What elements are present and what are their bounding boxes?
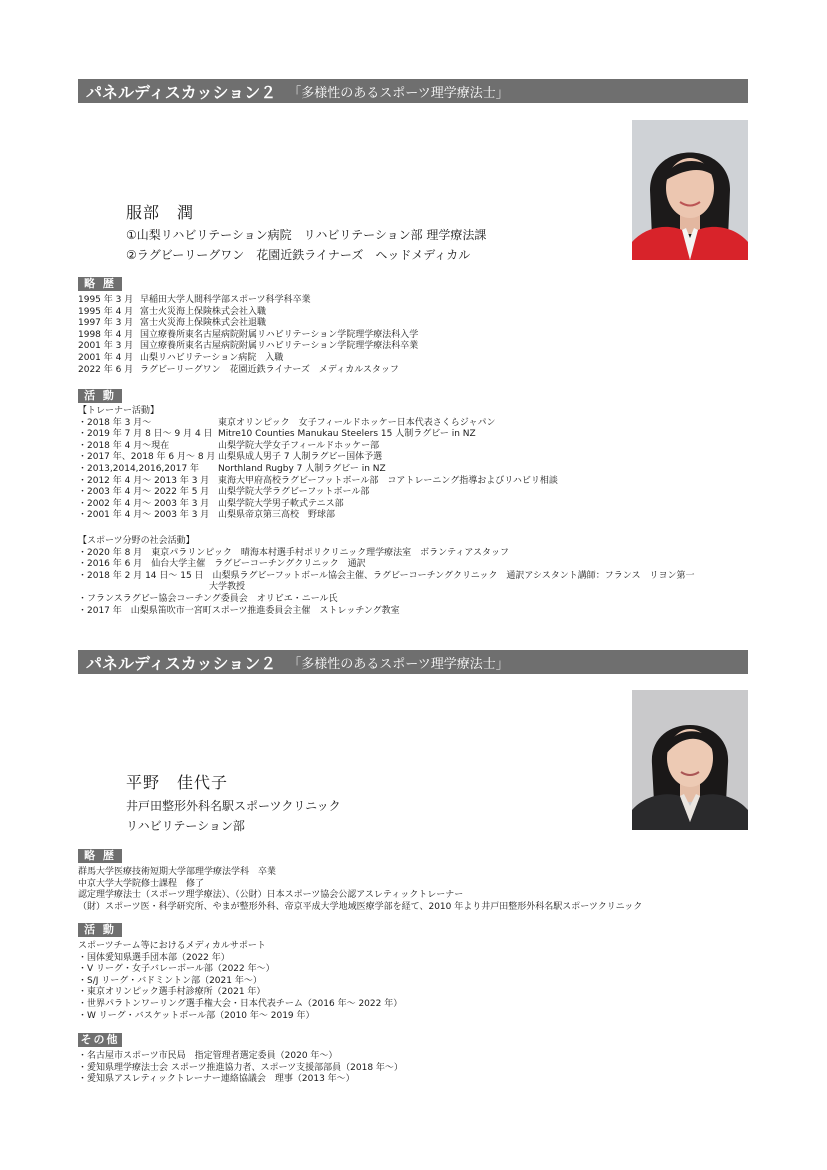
trainer-date: ・2018 年 4 月～現在 [78,440,170,451]
affiliation-line: リハビリテーション部 [126,819,245,833]
career-text: 早稲田大学人間科学部スポーツ科学科卒業 [140,295,311,305]
career-text: ラグビーリーグワン 花園近鉄ライナーズ メディカルスタッフ [140,364,399,375]
trainer-text: 山梨県帝京第三高校 野球部 [218,510,336,521]
section-label-career: 略 歴 [78,849,122,863]
career-item: 中京大学大学院修士課程 修了 [78,878,205,889]
panel-title: パネルディスカッション２ [86,82,277,102]
career-item: （財）スポーツ医・科学研究所、やまが整形外科、帝京平成大学地域医療学部を経て、2010 年より井戸田整形外科名駅スポーツクリニック [78,901,643,912]
activity-item: ・国体愛知県選手団本部（2022 年） [78,952,230,963]
career-item: 群馬大学医療技術短期大学部理学療法学科 卒業 [78,867,277,877]
trainer-heading: 【トレーナー活動】 [78,406,160,416]
career-item [78,341,418,353]
section-label-other: その他 [78,1033,122,1047]
social-item-continuation: 大学教授 [209,582,246,593]
other-item: ・名古屋市スポーツ市民局 指定管理者選定委員（2020 年～） [78,1051,338,1061]
trainer-item [78,476,558,488]
trainer-date: ・2013,2014,2016,2017 年 [78,463,200,474]
activity-item: スポーツチーム等におけるメディカルサポート [78,941,266,951]
career-item [78,353,418,365]
career-text: 国立療養所東名古屋病院附属リハビリテーション学院理学療法科卒業 [140,341,419,352]
affiliation-line: ①山梨リハビリテーション病院 リハビリテーション部 理学療法課 [126,228,487,242]
panel-header [78,79,748,103]
career-date: 1998 年 4 月 [78,329,134,340]
speaker-photo [632,120,748,260]
career-item [78,365,418,377]
other-item: ・愛知県理学療法士会 スポーツ推進協力者、スポーツ支援部部員（2018 年～） [78,1062,403,1073]
trainer-item [78,464,558,476]
affiliation-line: 井戸田整形外科名駅スポーツクリニック [126,799,341,813]
career-item [78,307,418,319]
trainer-date: ・2018 年 3 月～ [78,417,152,428]
social-item: ・フランスラグビー協会コーチング委員会 オリビエ・ニール氏 [78,593,338,604]
trainer-item [78,441,558,453]
trainer-text: Mitre10 Counties Manukau Steelers 15 人制ラグビー in NZ [218,429,476,440]
trainer-activities [78,406,558,522]
activities-list [78,941,402,1022]
trainer-text: Northland Rugby 7 人制ラグビー in NZ [218,463,386,474]
trainer-item [78,510,558,522]
career-item [78,295,418,307]
social-activities [78,536,695,617]
panel-subtitle: 「多様性のあるスポーツ理学療法士」 [288,656,509,672]
trainer-text: 東京オリンピック 女子フィールドホッケー日本代表さくらジャパン [218,417,496,428]
trainer-date: ・2002 年 4 月～ 2003 年 3 月 [78,498,210,509]
trainer-text: 山梨学院大学女子フィールドホッケー部 [218,440,380,451]
activity-item: ・S/J リーグ・バドミントン部（2021 年～） [78,975,262,986]
career-item [78,330,418,342]
social-item: ・2018 年 2 月 14 日～ 15 日 山梨県ラグビーフットボール協会主催、ラグビーコーチングクリニック 通訳アシスタント講師：フランス リヨン第一 [78,570,695,581]
trainer-date: ・2019 年 7 月 8 日～ 9 月 4 日 [78,429,213,440]
activity-item: ・世界パラトンワーリング選手権大会・日本代表チーム（2016 年～ 2022 年） [78,998,403,1009]
trainer-date: ・2012 年 4 月～ 2013 年 3 月 [78,475,210,486]
panel-header [78,650,748,674]
social-item: ・2020 年 8 月 東京パラリンピック 晴海本村選手村ポリクリニック理学療法室 ボランティアスタッフ [78,547,510,558]
speaker-photo [632,690,748,830]
career-list [78,867,642,913]
career-text: 山梨リハビリテーション病院 入職 [140,352,284,363]
section-label-activities: 活 動 [78,923,122,937]
trainer-text: 山梨学院大学男子軟式テニス部 [218,498,344,509]
social-item: ・2016 年 6 月 仙台大学主催 ラグビーコーチングクリニック 通訳 [78,559,366,570]
social-heading: 【スポーツ分野の社会活動】 [78,536,195,546]
trainer-item [78,418,558,430]
career-date: 2001 年 4 月 [78,352,134,363]
career-date: 2022 年 6 月 [78,364,134,375]
trainer-item [78,499,558,511]
career-item [78,318,418,330]
activity-item: ・東京オリンピック選手村診療所（2021 年） [78,987,266,998]
trainer-text: 山梨県成人男子 7 人制ラグビー国体予選 [218,452,383,463]
other-item: ・愛知県アスレティックトレーナー連絡協議会 理事（2013 年～） [78,1074,355,1085]
career-item: 認定理学療法士（スポーツ理学療法）、（公財）日本スポーツ協会公認アスレティックトレーナー [78,890,464,901]
portrait-image-icon [632,690,748,830]
affiliation-line: ②ラグビーリーグワン 花園近鉄ライナーズ ヘッドメディカル [126,248,471,262]
portrait-image-icon [632,120,748,260]
social-item: ・2017 年 山梨県笛吹市一宮町スポーツ推進委員会主催 ストレッチング教室 [78,605,400,616]
trainer-date: ・2001 年 4 月～ 2003 年 3 月 [78,510,210,521]
trainer-text: 東海大甲府高校ラグビーフットボール部 コアトレーニング指導およびリハビリ相談 [218,475,558,486]
trainer-item [78,429,558,441]
career-list [78,295,418,376]
activity-item: ・W リーグ・バスケットボール部（2010 年～ 2019 年） [78,1010,315,1021]
trainer-item [78,487,558,499]
career-date: 1997 年 3 月 [78,318,134,329]
trainer-date: ・2003 年 4 月～ 2022 年 5 月 [78,487,210,498]
speaker-name: 平野 佳代子 [126,773,229,792]
speaker-name: 服部 潤 [126,203,195,222]
career-date: 2001 年 3 月 [78,341,134,352]
career-text: 国立療養所東名古屋病院附属リハビリテーション学院理学療法科入学 [140,329,419,340]
panel-subtitle: 「多様性のあるスポーツ理学療法士」 [288,85,509,101]
trainer-date: ・2017 年、2018 年 6 月～ 8 月 [78,452,216,463]
section-label-career: 略 歴 [78,277,122,291]
trainer-item [78,452,558,464]
career-text: 富士火災海上保険株式会社退職 [140,318,267,329]
section-label-activities: 活 動 [78,389,122,403]
career-date: 1995 年 4 月 [78,306,134,317]
career-text: 富士火災海上保険株式会社入職 [140,306,267,317]
career-date: 1995 年 3 月 [78,295,134,305]
other-list [78,1051,403,1086]
panel-title: パネルディスカッション２ [86,653,277,673]
activity-item: ・V リーグ・女子バレーボール部（2022 年～） [78,964,275,975]
trainer-text: 山梨学院大学ラグビーフットボール部 [218,487,370,498]
